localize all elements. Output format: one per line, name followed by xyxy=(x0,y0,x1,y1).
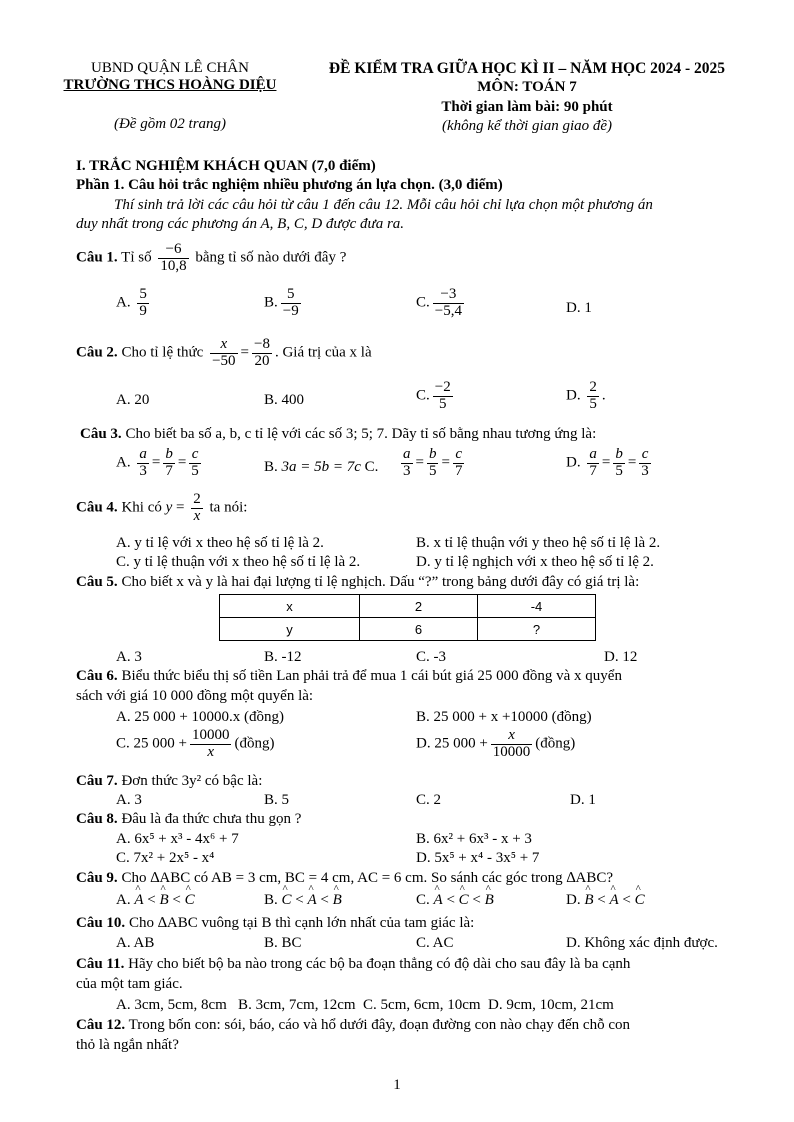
q1-option-d: D. 1 xyxy=(566,300,592,316)
fraction: $\frac{-6}{10,8}$ xyxy=(160,241,187,274)
question-11-line-2: của một tam giác. xyxy=(76,976,183,992)
question-4: Câu 4. Khi có y = $\frac{2}{x}$ ta nói: xyxy=(76,491,248,524)
q10-option-b: B. BC xyxy=(264,935,302,951)
table-cell: ? xyxy=(478,618,596,641)
q7-option-d: D. 1 xyxy=(570,792,596,808)
q4-option-a: A. y tỉ lệ với x theo hệ số tỉ lệ là 2. xyxy=(116,535,324,551)
q4-option-b: B. x tỉ lệ thuận với y theo hệ số tỉ lệ là 2. xyxy=(416,535,661,551)
table-cell: 2 xyxy=(360,595,478,618)
q6-option-d: D. 25 000 + $\frac{x}{10000}$ (đồng) xyxy=(416,727,576,760)
q8-option-a: A. 6x⁵ + x³ - 4x⁶ + 7 xyxy=(116,831,239,847)
table-cell: 6 xyxy=(360,618,478,641)
q6-option-b: B. 25 000 + x +10000 (đồng) xyxy=(416,709,592,725)
question-1: Câu 1. Tỉ số $\frac{-6}{10,8}$ bằng tỉ số nào dưới đây ? xyxy=(76,241,347,274)
question-5: Câu 5. Cho biết x và y là hai đại lượng tỉ lệ nghịch. Dấu “?” trong bảng dưới đây có giá trị là: xyxy=(76,574,640,590)
part1-title: Phần 1. Câu hỏi trắc nghiệm nhiều phương án lựa chọn. (3,0 điểm) xyxy=(76,177,503,193)
exam-title: ĐỀ KIỂM TRA GIỮA HỌC KÌ II – NĂM HỌC 2024 - 2025 xyxy=(328,60,726,77)
table-cell: y xyxy=(220,618,360,641)
time-allowed: Thời gian làm bài: 90 phút xyxy=(441,99,613,115)
values-table xyxy=(219,594,596,641)
q9-option-d: D. ^ B < ^ A < ^ C xyxy=(566,892,645,909)
q9-option-a: A. ^ A < ^ B < ^ C xyxy=(116,892,195,909)
q2-option-b: B. 400 xyxy=(264,392,305,408)
question-11: Câu 11. Hãy cho biết bộ ba nào trong các bộ ba đoạn thẳng có độ dài cho sau đây là ba cạnh xyxy=(76,956,631,972)
q2-option-d: D. $\frac{2}{5}$ . xyxy=(566,379,606,412)
question-6-line-2: sách với giá 10 000 đồng một quyển là: xyxy=(76,688,314,704)
q8-option-c: C. 7x² + 2x⁵ - x⁴ xyxy=(116,850,215,866)
q4-option-d: D. y tỉ lệ nghịch với x theo hệ số tỉ lệ 2. xyxy=(416,554,654,570)
q3-option-d: D. $\frac{a}{7}$ = $\frac{b}{5}$ = $\frac{c}{3}$ xyxy=(566,446,649,479)
q1-option-a: A. $\frac{5}{9}$ xyxy=(116,286,147,319)
table-row xyxy=(220,595,596,618)
subject: MÔN: TOÁN 7 xyxy=(477,79,577,95)
q5-option-b: B. -12 xyxy=(264,649,302,665)
q5-option-c: C. -3 xyxy=(416,649,446,665)
q7-option-c: C. 2 xyxy=(416,792,442,808)
q8-option-d: D. 5x⁵ + x⁴ - 3x⁵ + 7 xyxy=(416,850,540,866)
question-8: Câu 8. Đâu là đa thức chưa thu gọn ? xyxy=(76,811,302,827)
question-12-line-2: thỏ là ngắn nhất? xyxy=(76,1037,179,1053)
q11-options: A. 3cm, 5cm, 8cm B. 3cm, 7cm, 12cm C. 5cm, 6cm, 10cm D. 9cm, 10cm, 21cm xyxy=(116,997,614,1013)
q6-option-c: C. 25 000 + $\frac{10000}{x}$ (đồng) xyxy=(116,727,275,760)
q9-option-b: B. ^ C < ^ A < ^ B xyxy=(264,892,342,909)
q10-option-a: A. AB xyxy=(116,935,155,951)
q3-option-c: $\frac{a}{3}$ = $\frac{b}{5}$ = $\frac{c}{7}$ xyxy=(403,446,463,479)
q5-option-a: A. 3 xyxy=(116,649,142,665)
q2-option-a: A. 20 xyxy=(116,392,150,408)
table-cell: -4 xyxy=(478,595,596,618)
q5-option-d: D. 12 xyxy=(604,649,638,665)
q2-option-c: C. $\frac{-2}{5}$ xyxy=(416,379,451,412)
question-6: Câu 6. Biểu thức biểu thị số tiền Lan phải trả để mua 1 cái bút giá 25 000 đồng và x quyển xyxy=(76,668,622,684)
q3-option-a: A. $\frac{a}{3}$ = $\frac{b}{7}$ = $\frac{c}{5}$ xyxy=(116,446,199,479)
q8-option-b: B. 6x² + 6x³ - x + 3 xyxy=(416,831,532,847)
table-row xyxy=(220,618,596,641)
question-7: Câu 7. Đơn thức 3y² có bậc là: xyxy=(76,773,263,789)
instruction-line-2: duy nhất trong các phương án A, B, C, D được đưa ra. xyxy=(76,216,405,232)
q10-option-d: D. Không xác định được. xyxy=(566,935,718,951)
q1-option-b: B. $\frac{5}{-9}$ xyxy=(264,286,299,319)
q9-option-c: C. ^ A < ^ C < ^ B xyxy=(416,892,494,909)
question-10: Câu 10. Cho ∆ABC vuông tại B thì cạnh lớn nhất của tam giác là: xyxy=(76,915,475,931)
q6-option-a: A. 25 000 + 10000.x (đồng) xyxy=(116,709,285,725)
q1-option-c: C. $\frac{-3}{-5,4}$ xyxy=(416,286,462,319)
table-cell: x xyxy=(220,595,360,618)
q3-option-b: B. 3a = 5b = 7c C. xyxy=(264,459,379,475)
district-name: UBND QUẬN LÊ CHÂN xyxy=(91,60,249,76)
q7-option-b: B. 5 xyxy=(264,792,290,808)
question-2: Câu 2. Cho tỉ lệ thức $\frac{x}{-50}$ = $\frac{-8}{20}$ . Giá trị của x là xyxy=(76,336,372,369)
page-number: 1 xyxy=(393,1077,401,1093)
question-12: Câu 12. Trong bốn con: sói, báo, cáo và hổ dưới đây, đoạn đường con nào chạy đến chỗ con xyxy=(76,1017,630,1033)
pages-note: (Đề gồm 02 trang) xyxy=(113,116,227,132)
q4-option-c: C. y tỉ lệ thuận với x theo hệ số tỉ lệ là 2. xyxy=(116,554,361,570)
q10-option-c: C. AC xyxy=(416,935,454,951)
question-label: Câu 1. xyxy=(76,249,118,266)
time-note: (không kể thời gian giao đề) xyxy=(441,118,613,134)
question-3: Câu 3. Cho biết ba số a, b, c tỉ lệ với các số 3; 5; 7. Dãy tỉ số bằng nhau tương ứng là: xyxy=(80,426,597,442)
question-9: Câu 9. Cho ∆ABC có AB = 3 cm, BC = 4 cm, AC = 6 cm. So sánh các góc trong ∆ABC? xyxy=(76,870,614,886)
q7-option-a: A. 3 xyxy=(116,792,142,808)
instruction-line-1: Thí sinh trả lời các câu hỏi từ câu 1 đến câu 12. Mỗi câu hỏi chỉ lựa chọn một phương án xyxy=(114,197,653,213)
section-title: I. TRẮC NGHIỆM KHÁCH QUAN (7,0 điểm) xyxy=(76,158,376,174)
school-name: TRƯỜNG THCS HOÀNG DIỆU xyxy=(63,77,277,93)
